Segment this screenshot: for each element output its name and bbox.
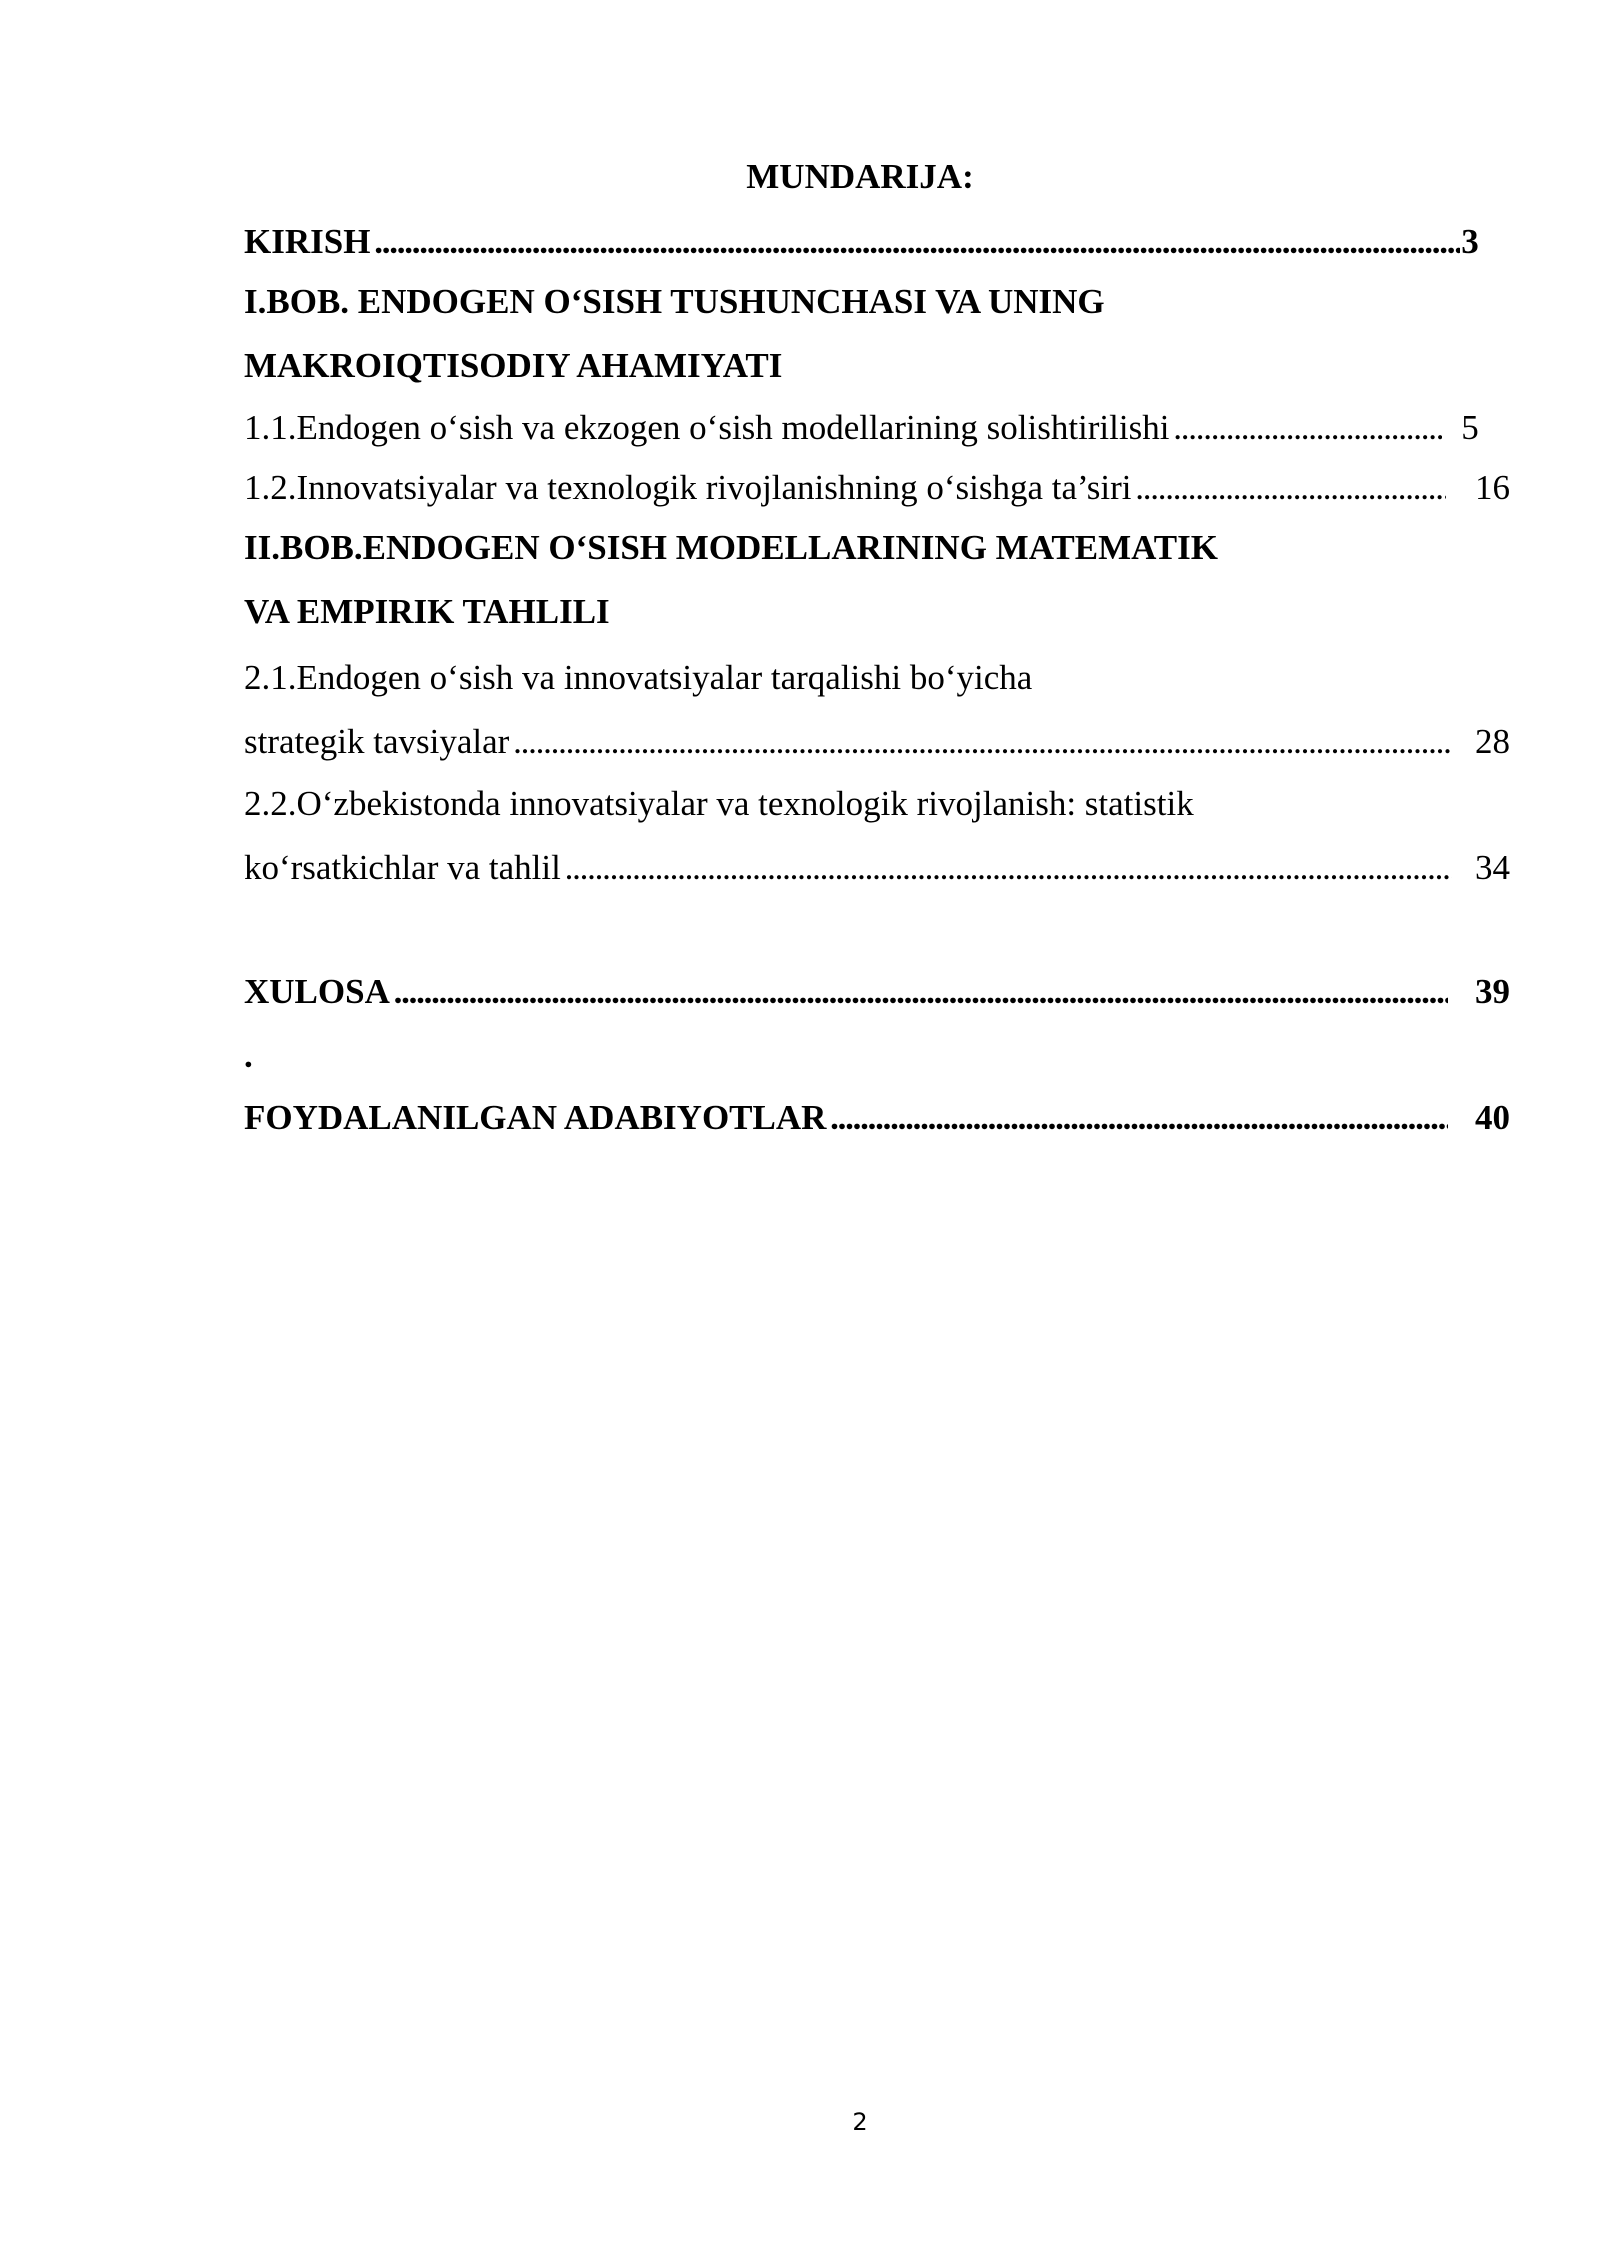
chapter-1-heading-line-2: MAKROIQTISODIY AHAMIYATI (244, 346, 783, 385)
chapter-2-heading-line-1: II.BOB.ENDOGEN O‘SISH MODELLARINING MATEMATIK (244, 528, 1218, 567)
toc-row-section-1-1 (244, 408, 1442, 448)
toc-page-number: 28 (1475, 722, 1510, 761)
chapter-2-heading-line-2: VA EMPIRIK TAHLILI (244, 592, 610, 631)
toc-page-number: 3 (1461, 222, 1479, 261)
footer-page-number: 2 (852, 2108, 868, 2136)
toc-row-xulosa (244, 972, 1448, 1012)
toc-page-number: 16 (1475, 468, 1510, 507)
toc-entry-text: ko‘rsatkichlar va tahlil . . . (244, 848, 1452, 887)
section-2-2-line-1: 2.2.O‘zbekistonda innovatsiyalar va texnologik rivojlanish: statistik (244, 784, 1194, 823)
toc-page-number: 40 (1475, 1098, 1510, 1137)
toc-row-kirish (244, 222, 1460, 262)
toc-row-section-2-1 (244, 722, 1452, 762)
toc-row-section-1-2 (244, 468, 1446, 508)
stray-dot: . (244, 1036, 253, 1075)
toc-row-section-2-2 (244, 848, 1452, 888)
toc-row-adabiyotlar (244, 1098, 1448, 1138)
toc-entry-text: 1.1.Endogen o‘sish va ekzogen o‘sish modellarining solishtirilishi . . . (244, 408, 1442, 447)
section-2-1-line-1: 2.1.Endogen o‘sish va innovatsiyalar tarqalishi bo‘yicha (244, 658, 1033, 697)
page-title: MUNDARIJA: (746, 157, 974, 196)
toc-entry-text: 1.2.Innovatsiyalar va texnologik rivojlanishning o‘sishga ta’siri . . . (244, 468, 1446, 507)
chapter-1-heading-line-1: I.BOB. ENDOGEN O‘SISH TUSHUNCHASI VA UNING (244, 282, 1105, 321)
toc-entry-text: FOYDALANILGAN ADABIYOTLAR . . . (244, 1098, 1448, 1137)
toc-page-number: 39 (1475, 972, 1510, 1011)
toc-entry-text: strategik tavsiyalar . . . (244, 722, 1452, 761)
toc-page-number: 5 (1461, 408, 1479, 447)
toc-entry-text: XULOSA . . . (244, 972, 1448, 1011)
toc-page-number: 34 (1475, 848, 1510, 887)
toc-entry-text: KIRISH . . . (244, 222, 1460, 261)
